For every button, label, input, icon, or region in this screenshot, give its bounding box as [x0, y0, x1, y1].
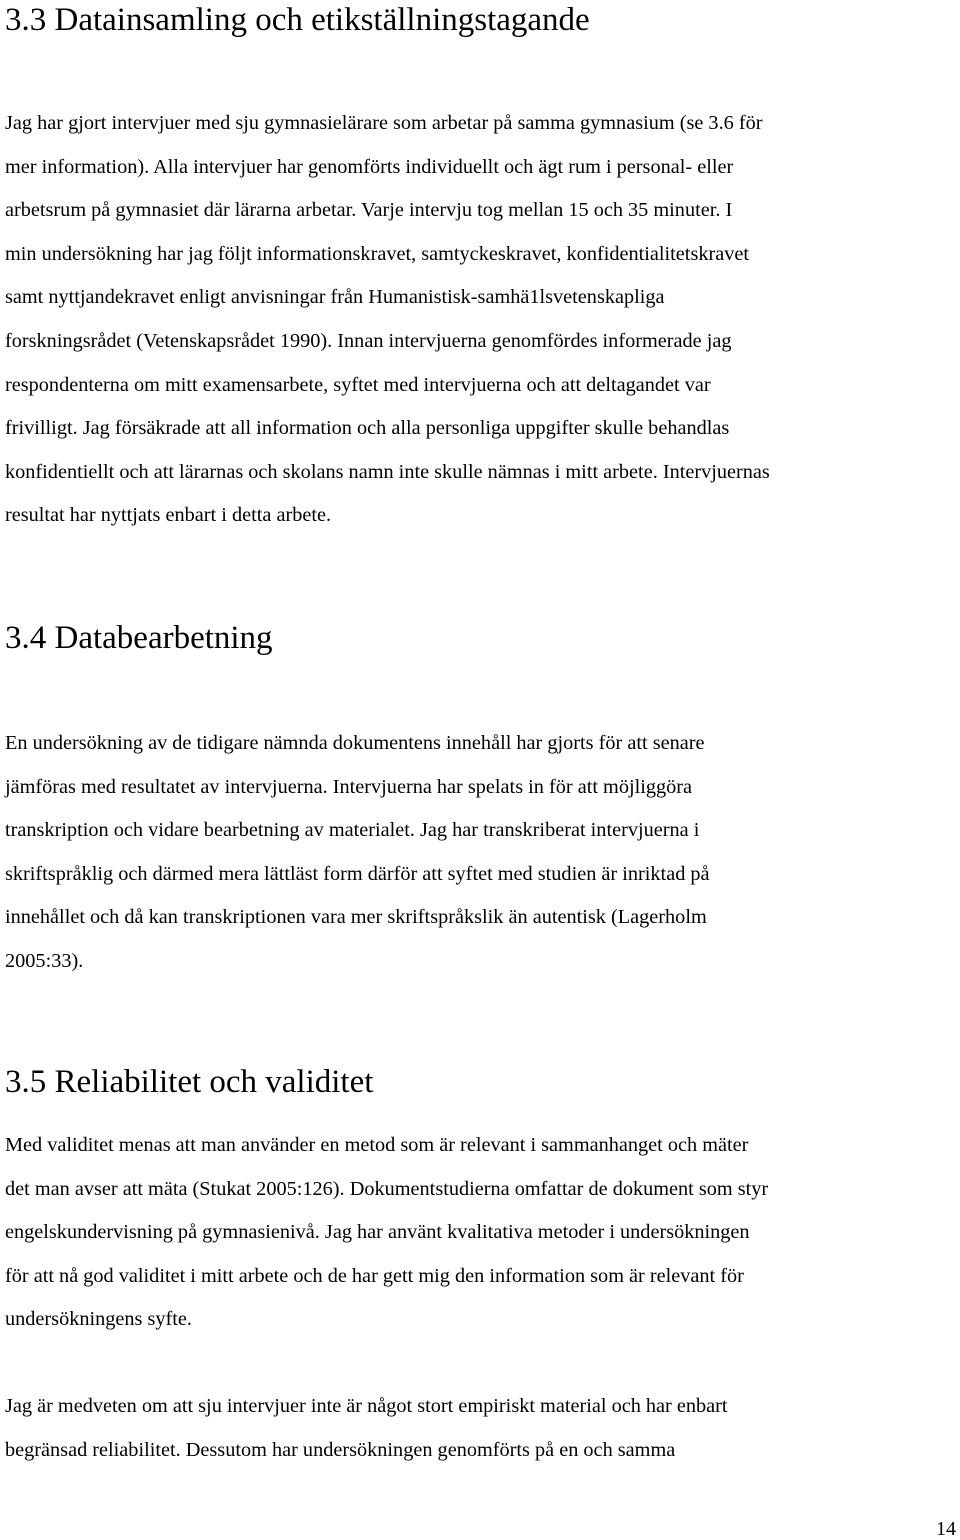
section-heading-3-5: 3.5 Reliabilitet och validitet	[5, 1064, 374, 1100]
section-heading-3-4: 3.4 Databearbetning	[5, 620, 273, 656]
paragraph-validity: Med validitet menas att man använder en metod som är relevant i sammanhanget och mäter det man avser att mäta (Stukat 2005:126). Dokumentstudierna omfattar de dokument som styr engelskundervisning på gymnasienivå. Jag har använt kvalitativa metoder i undersökningen för att nå god validitet i mitt arbete och de har gett mig den information som är relevant för undersökningens syfte.	[5, 1134, 769, 1331]
paragraph-data-processing: En undersökning av de tidigare nämnda dokumentens innehåll har gjorts för att senare jämföras med resultatet av intervjuerna. Intervjuerna har spelats in för att möjliggöra transkription och vidare bearbetning av materialet. Jag har transkriberat intervjuerna i skriftspråklig och därmed mera lättläst form därför att syftet med studien är inriktad på innehållet och då kan transkriptionen vara mer skriftspråkslik än autentisk (Lagerholm 2005:33).	[5, 732, 710, 972]
paragraph-data-collection: Jag har gjort intervjuer med sju gymnasielärare som arbetar på samma gymnasium (se 3.6 för mer information). Alla intervjuer har genomförts individuellt och ägt rum i personal- eller arbetsrum på gymnasiet där lärarna arbetar. Varje intervju tog mellan 15 och 35 minuter. I min undersökning har jag följt informationskravet, samtyckeskravet, konfidentialitetskravet samt nyttjandekravet enligt anvisningar från Humanistisk-samhä1lsvetenskapliga forskningsrådet (Vetenskapsrådet 1990). Innan intervjuerna genomfördes informerade jag respondenterna om mitt examensarbete, syftet med intervjuerna och att deltagandet var frivilligt. Jag försäkrade att all information och alla personliga uppgifter skulle behandlas konfidentiellt och att lärarnas och skolans namn inte skulle nämnas i mitt arbete. Intervjuernas resultat har nyttjats enbart i detta arbete.	[5, 112, 770, 527]
paragraph-reliability: Jag är medveten om att sju intervjuer inte är något stort empiriskt material och har enbart begränsad reliabilitet. Dessutom har undersökningen genomförts på en och samma	[5, 1395, 728, 1461]
section-heading-3-3: 3.3 Datainsamling och etikställningstagande	[5, 2, 590, 38]
page-number: 14	[936, 1518, 956, 1540]
